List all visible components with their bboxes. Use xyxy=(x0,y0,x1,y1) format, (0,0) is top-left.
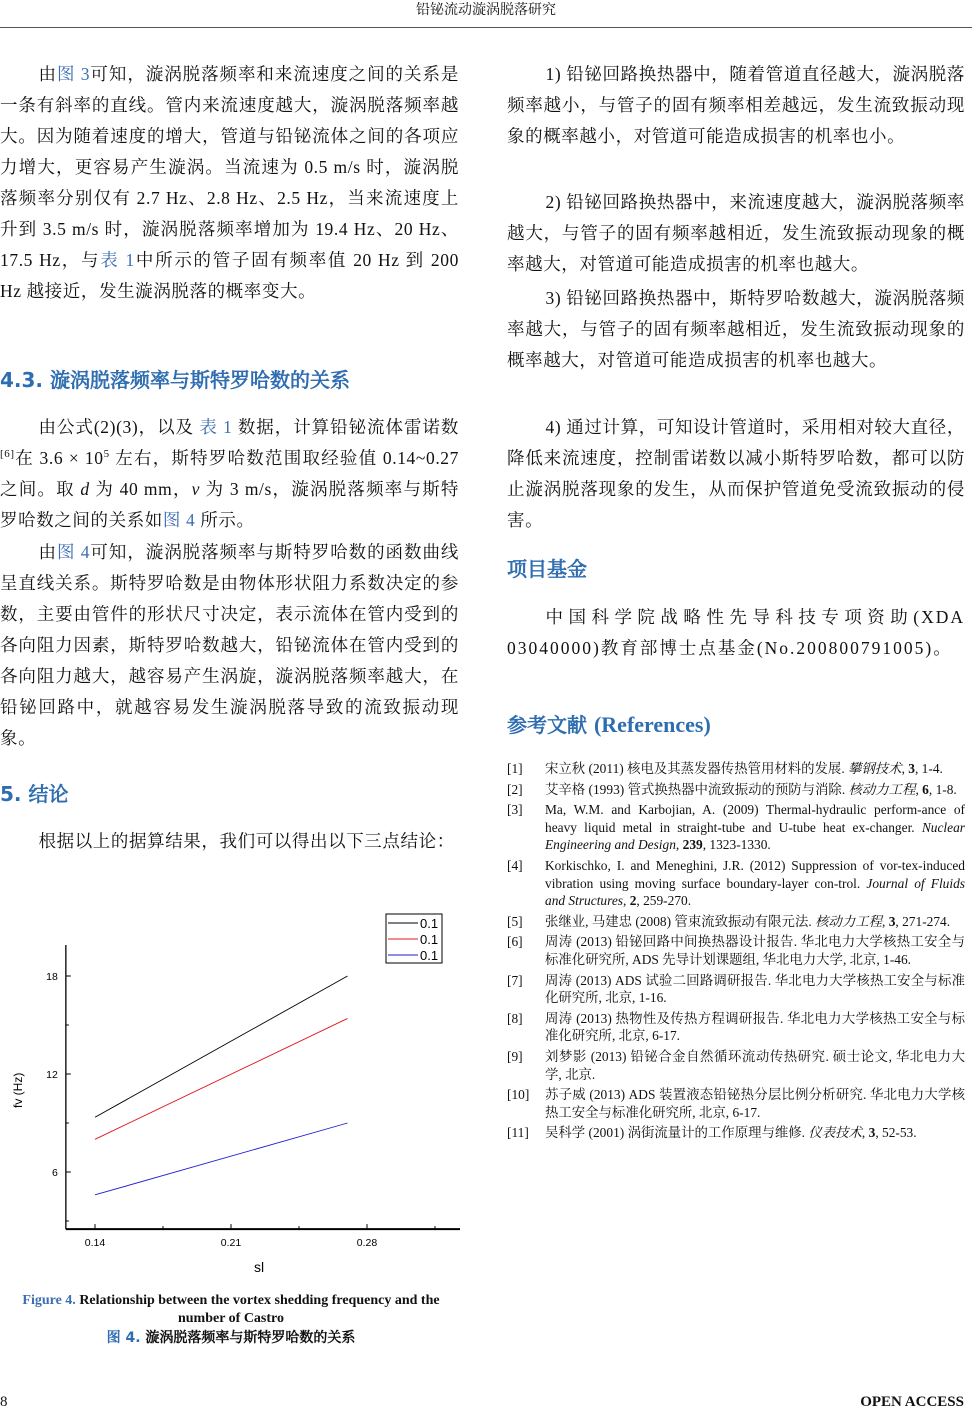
paragraph-figure4 xyxy=(0,537,459,754)
reference-item xyxy=(507,1086,965,1121)
y-tick-label: 6 xyxy=(52,1167,58,1179)
table-1-link[interactable]: 表 1 xyxy=(199,417,233,437)
reference-part: , xyxy=(901,761,909,776)
reference-part: , xyxy=(915,781,923,797)
text: 左右，斯特罗哈数范围取经验值 0.14~0.27 之间。取 xyxy=(0,448,460,499)
reference-item xyxy=(507,1010,965,1045)
reference-number: [3] xyxy=(507,802,523,818)
reference-part: Ma, W.M. and Karbojian, A. (2009) Thermal-hydraulic perform-ance of heavy liquid metal in straight-tube and U-tube heat ex-changer. xyxy=(545,802,965,835)
reference-text xyxy=(545,972,965,1007)
caption-label: Figure 4. xyxy=(22,1293,76,1308)
reference-item xyxy=(507,972,965,1007)
reference-item xyxy=(507,857,965,910)
volume: 6 xyxy=(922,781,929,797)
text: 可知，漩涡脱落频率和来流速度之间的关系是一条有斜率的直线。管内来流速度越大，漩涡脱落频率越大。因为随着速度的增大，管道与铅铋流体之间的各项应力增大，更容易产生漩涡。当流速为 0.5 m/s 时，漩涡脱落频率分别仅有 2.7 Hz、2.8 Hz、2.5 Hz，当来流速度上升到 3.5 m/s 时，漩涡脱落频率增加为 19.4 Hz、20 Hz、17.5 Hz，与 xyxy=(0,64,459,270)
legend-label: 0.1 xyxy=(420,916,439,931)
reference-text xyxy=(545,1124,965,1142)
text: 由公式(2)(3)，以及 xyxy=(38,417,200,437)
table-1-link[interactable]: 表 1 xyxy=(100,250,135,270)
reference-item xyxy=(507,801,965,854)
reference-part: 苏子威 (2013) ADS 装置液态铅铋热分层比例分析研究. 华北电力大学核热工安全与标准化研究所, 北京, 6-17. xyxy=(545,1087,965,1120)
running-header: 铅铋流动漩涡脱落研究 xyxy=(416,3,556,18)
reference-part: , 1-8. xyxy=(928,781,957,797)
reference-number: [10] xyxy=(507,1087,530,1103)
reference-text xyxy=(545,1048,965,1083)
reference-part: , 1323-1330. xyxy=(702,837,771,853)
reference-text xyxy=(545,857,965,910)
figure-4-link[interactable]: 图 4 xyxy=(56,542,91,562)
conclusion-item-1: 1) 铅铋回路换热器中，随着管道直径越大，漩涡脱落频率越小，与管子的固有频率相差越远，发生流致振动现象的概率越小，对管道可能造成损害的机率也小。 xyxy=(507,64,965,146)
reference-part: 张继业, 马建忠 (2008) 管束流致振动有限元法. xyxy=(545,913,816,929)
citation-6[interactable]: [6] xyxy=(0,448,15,461)
journal-title: 攀钢技术 xyxy=(848,761,902,776)
journal-title: Journal of Fluids and Structures xyxy=(545,875,965,909)
x-tick-label: 0.21 xyxy=(220,1237,242,1250)
reference-item xyxy=(507,913,965,931)
open-access-label: OPEN ACCESS xyxy=(860,1394,964,1410)
reference-part: , 271-274. xyxy=(895,913,951,929)
journal-title: 核动力工程 xyxy=(848,781,916,797)
references-heading-en: (References) xyxy=(593,712,711,737)
series-line-3 xyxy=(95,1123,348,1195)
reference-part: , xyxy=(675,837,683,853)
paragraph-velocity xyxy=(0,59,459,307)
section-heading-5: 5. 结论 xyxy=(0,782,69,806)
caption-label: 图 4. xyxy=(106,1330,141,1346)
reference-part: Korkischko, I. and Meneghini, J.R. (2012) Suppression of vor-tex-induced vibration using moving surface boundary-layer con-trol. xyxy=(545,857,965,891)
volume: 3 xyxy=(888,913,896,929)
reference-text xyxy=(545,1010,965,1045)
journal-title: 核动力工程 xyxy=(815,913,882,929)
reference-number: [2] xyxy=(507,781,523,797)
caption-text: Relationship between the vortex shedding frequency and the number of Castro xyxy=(79,1293,440,1326)
y-axis-label: fv (Hz) xyxy=(11,1072,25,1108)
reference-part: 周涛 (2013) 热物性及传热方程调研报告. 华北电力大学核热工安全与标准化研究所, 北京, 6-17. xyxy=(545,1010,965,1044)
text: 为 40 mm， xyxy=(89,479,192,499)
reference-number: [9] xyxy=(507,1048,523,1064)
text: 中所示的管子固有频率值 20 Hz 到 200 Hz 越接近，发生漩涡脱落的概率变大。 xyxy=(0,250,459,301)
reference-item xyxy=(507,1048,965,1083)
text: 由 xyxy=(38,64,57,84)
paragraph-conclusion-intro: 根据以上的据算结果，我们可以得出以下三点结论： xyxy=(38,831,455,851)
text: 在 3.6 × 10 xyxy=(14,448,104,468)
var-d: d xyxy=(80,479,90,499)
reference-text xyxy=(545,933,965,968)
reference-part: , xyxy=(622,893,630,909)
conclusion-item-2: 2) 铅铋回路换热器中，来流速度越大，漩涡脱落频率越大，与管子的固有频率越相近，发生流致振动现象的概率越大，对管道可能造成损害的机率也越大。 xyxy=(507,192,965,274)
references-heading-zh: 参考文献 xyxy=(507,713,587,737)
reference-part: , 259-270. xyxy=(636,893,692,909)
y-tick-label: 18 xyxy=(46,971,58,983)
text: 由 xyxy=(38,542,57,562)
volume: 2 xyxy=(629,893,637,909)
paragraph-strouhal xyxy=(0,412,459,536)
reference-text xyxy=(545,760,965,778)
reference-part: 艾辛格 (1993) 管式换热器中流致振动的预防与消除. xyxy=(545,781,849,797)
reference-part: 周涛 (2013) ADS 试验二回路调研报告. 华北电力大学核热工安全与标准化研究所, 北京, 1-16. xyxy=(545,972,965,1006)
figure-4-link[interactable]: 图 4 xyxy=(162,510,196,530)
reference-number: [1] xyxy=(507,761,523,776)
reference-part: 周涛 (2013) 铅铋回路中间换热器设计报告. 华北电力大学核热工安全与标准化研究所, ADS 先导计划课题组, 华北电力大学, 北京, 1-46. xyxy=(545,934,965,967)
reference-text xyxy=(545,801,965,854)
series-line-1 xyxy=(95,976,348,1117)
reference-number: [6] xyxy=(507,934,523,950)
var-v: v xyxy=(191,479,201,499)
reference-part: , xyxy=(861,1125,869,1141)
reference-part: 吴科学 (2001) 涡街流量计的工作原理与维修. xyxy=(545,1125,809,1141)
figure-caption-zh xyxy=(0,1329,462,1347)
reference-part: , 1-4. xyxy=(914,761,943,776)
funding-heading: 项目基金 xyxy=(507,557,587,581)
reference-part: 刘梦影 (2013) 铅铋合金自然循环流动传热研究. 硕士论文, 华北电力大学, 北京. xyxy=(545,1048,965,1082)
reference-list xyxy=(507,760,965,1145)
volume: 239 xyxy=(682,837,703,853)
text: 可知，漩涡脱落频率与斯特罗哈数的函数曲线呈直线关系。斯特罗哈数是由物体形状阻力系数决定的参数，主要由管件的形状尺寸决定，表示流体在管内受到的各向阻力因素，斯特罗哈数越大，铅铋流体在管内受到的各向阻力越大，越容易产生涡旋，漩涡脱落频率越大，在铅铋回路中，就越容易发生漩涡脱落导致的流致振动现象。 xyxy=(0,542,459,748)
reference-number: [7] xyxy=(507,972,523,988)
reference-item xyxy=(507,760,965,778)
reference-number: [8] xyxy=(507,1010,523,1026)
volume: 3 xyxy=(868,1125,876,1141)
figure-caption-en xyxy=(0,1292,462,1328)
y-tick-label: 12 xyxy=(46,1069,58,1081)
funding-text: 中国科学院战略性先导科技专项资助(XDA 03040000)教育部博士点基金(No.200800791005)。 xyxy=(507,607,965,658)
series-line-2 xyxy=(95,1018,348,1139)
reference-number: [5] xyxy=(507,913,523,929)
reference-part: , xyxy=(882,913,889,929)
volume: 3 xyxy=(908,761,915,776)
reference-part: , 52-53. xyxy=(875,1125,917,1141)
references-heading xyxy=(507,711,711,739)
journal-title: Nuclear Engineering and Design xyxy=(545,819,965,853)
reference-item xyxy=(507,781,965,799)
figure-3-link[interactable]: 图 3 xyxy=(56,64,91,84)
x-axis-label: sl xyxy=(253,1259,265,1275)
reference-part: 宋立秋 (2011) 核电及其蒸发器传热管用材料的发展. xyxy=(545,761,849,776)
conclusion-item-4: 4) 通过计算，可知设计管道时，采用相对较大直径，降低来流速度，控制雷诺数以减小斯特罗哈数，都可以防止漩涡脱落现象的发生，从而保护管道免受流致振动的侵害。 xyxy=(507,417,965,530)
exponent: 5 xyxy=(103,448,110,461)
journal-title: 仪表技术 xyxy=(808,1125,862,1141)
x-tick-label: 0.28 xyxy=(356,1237,378,1250)
header-divider xyxy=(0,27,972,28)
x-tick-label: 0.14 xyxy=(84,1237,106,1250)
caption-text: 漩涡脱落频率与斯特罗哈数的关系 xyxy=(145,1330,356,1346)
legend-label: 0.1 xyxy=(420,948,439,963)
text: 为 3 m/s，漩涡脱落频率与斯特罗哈数之间的关系如 xyxy=(0,479,460,530)
reference-text xyxy=(545,781,965,799)
reference-item xyxy=(507,933,965,968)
figure-4-chart xyxy=(0,905,460,1275)
reference-text xyxy=(545,913,965,931)
text: 所示。 xyxy=(195,510,255,530)
conclusion-item-3: 3) 铅铋回路换热器中，斯特罗哈数越大，漩涡脱落频率越大，与管子的固有频率越相近，发生流致振动现象的概率越大，对管道可能造成损害的机率也越大。 xyxy=(507,288,965,370)
text: 数据，计算铅铋流体雷诺数 xyxy=(232,417,459,437)
reference-text xyxy=(545,1086,965,1121)
reference-number: [11] xyxy=(507,1125,529,1141)
legend-label: 0.1 xyxy=(420,932,439,947)
reference-number: [4] xyxy=(507,857,523,873)
page-number: 8 xyxy=(0,1394,8,1410)
reference-item xyxy=(507,1124,965,1142)
section-heading-4-3: 4.3. 漩涡脱落频率与斯特罗哈数的关系 xyxy=(0,368,350,392)
